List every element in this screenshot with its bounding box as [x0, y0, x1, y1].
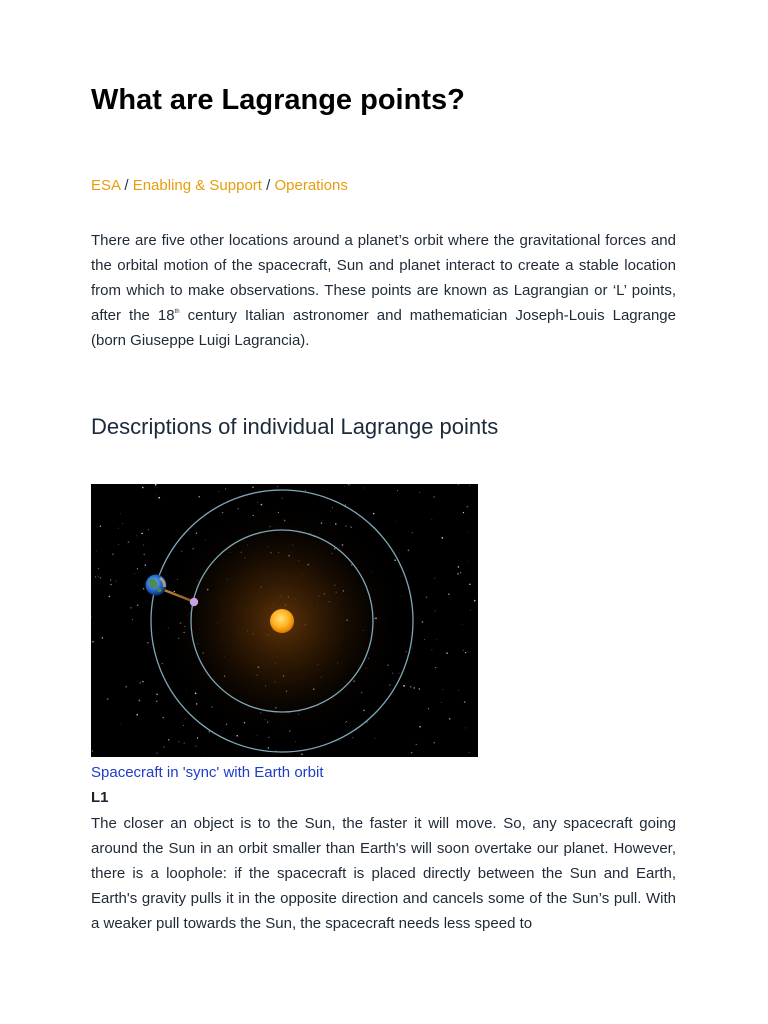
star [340, 740, 341, 741]
star [413, 687, 414, 688]
star [142, 487, 144, 489]
star [458, 484, 459, 485]
star [469, 584, 470, 585]
breadcrumb-operations[interactable]: Operations [274, 177, 348, 194]
ordinal-superscript: th [174, 309, 180, 315]
star [419, 726, 421, 728]
star [350, 484, 351, 485]
star [457, 573, 458, 574]
star [225, 489, 226, 490]
star [198, 496, 200, 498]
star [373, 513, 375, 515]
breadcrumb-enabling-support[interactable]: Enabling & Support [132, 177, 262, 194]
star [424, 639, 425, 640]
star [92, 750, 93, 751]
breadcrumb-esa[interactable]: ESA [91, 177, 121, 194]
l1-paragraph: The closer an object is to the Sun, the faster it will move. So, any spacecraft going around the Sun in an orbit smaller than Earth's will soon overtake our planet. However, there is a loophole: if the spacecraft is placed directly between the Sun and Earth, Earth's gravity pulls it in the opposite direction and cancels some of the Sun’s pull. With a weaker pull towards the Sun, the spacecraft needs less speed to [91, 815, 676, 932]
star [301, 754, 302, 755]
star [464, 701, 466, 703]
star [143, 554, 144, 555]
star [100, 525, 101, 526]
star [115, 581, 116, 582]
star [184, 743, 185, 744]
star [401, 596, 402, 597]
star [122, 523, 123, 524]
star [100, 577, 101, 578]
star [277, 486, 278, 487]
star [222, 512, 223, 513]
orbit-animation-image [91, 484, 478, 757]
star [474, 600, 476, 602]
star [399, 673, 400, 674]
star [178, 741, 179, 742]
star [137, 568, 138, 569]
star [120, 513, 121, 514]
star [118, 528, 119, 529]
star [107, 698, 109, 700]
star [181, 551, 182, 552]
star [257, 502, 258, 503]
intro-text-part1: There are five other locations around a planet’s orbit where the gravitational forces and the orbital motion of the spacecraft, Sun and planet interact to create a stable location from which to make observations. These points are known as Lagrangian or ‘L’ points, after the 18 [91, 232, 676, 324]
star [449, 718, 451, 720]
star [95, 576, 96, 577]
star [305, 490, 306, 491]
star [397, 490, 398, 491]
star [432, 519, 433, 520]
star [147, 642, 148, 643]
star [419, 688, 420, 689]
star [458, 566, 460, 568]
star [137, 604, 139, 606]
star [432, 650, 433, 651]
star [252, 487, 253, 488]
star [162, 663, 163, 664]
sun [270, 609, 294, 633]
star [118, 544, 119, 545]
star [437, 639, 438, 640]
star [403, 685, 405, 687]
star [426, 597, 427, 598]
spacecraft [190, 598, 198, 606]
star [397, 521, 398, 522]
star [435, 667, 436, 668]
orbit-illustration [91, 484, 478, 757]
breadcrumb-separator: / [120, 177, 133, 194]
star [458, 690, 459, 691]
star [130, 607, 132, 609]
star [98, 576, 99, 577]
star [446, 652, 448, 654]
star [156, 753, 157, 754]
star [392, 673, 393, 674]
star [443, 689, 444, 690]
star [463, 650, 464, 651]
star [236, 735, 238, 737]
star [332, 507, 333, 508]
star [412, 532, 413, 533]
star [363, 488, 364, 489]
star [422, 621, 424, 623]
star [345, 504, 346, 505]
star [143, 588, 145, 590]
breadcrumb-separator: / [261, 177, 275, 194]
star [110, 579, 111, 580]
star [136, 535, 137, 536]
star [469, 752, 470, 753]
star [408, 550, 410, 552]
star [419, 492, 420, 493]
star [441, 537, 443, 539]
star [441, 702, 442, 703]
star [143, 545, 144, 546]
star [134, 573, 135, 574]
star [196, 746, 197, 747]
star [142, 681, 143, 682]
star [132, 619, 133, 620]
star [163, 747, 164, 748]
star [465, 727, 466, 728]
star [145, 564, 146, 565]
star [155, 484, 157, 486]
star [158, 497, 160, 499]
star [282, 498, 283, 499]
star [428, 708, 429, 709]
breadcrumb [91, 177, 348, 195]
l1-heading: L1 [91, 789, 109, 806]
star [148, 529, 149, 530]
star [98, 568, 99, 569]
star [465, 652, 466, 653]
star [448, 593, 450, 595]
star [196, 532, 198, 534]
star [470, 610, 471, 611]
star [219, 491, 220, 492]
star [434, 578, 435, 579]
star [295, 741, 296, 742]
star [163, 717, 164, 718]
star [141, 533, 143, 535]
star [470, 485, 471, 486]
star [406, 651, 407, 652]
star [353, 737, 354, 738]
star [389, 684, 390, 685]
star [139, 700, 141, 702]
intro-text-part2: century Italian astronomer and mathematician Joseph-Louis Lagrange (born Giuseppe Luigi Lagrancia). [91, 307, 676, 349]
star [460, 572, 461, 573]
star [197, 737, 198, 738]
star [121, 724, 122, 725]
star [168, 739, 169, 740]
star [112, 554, 113, 555]
star [435, 610, 436, 611]
star [416, 744, 417, 745]
star [433, 496, 434, 497]
star [109, 596, 110, 597]
section-heading: Descriptions of individual Lagrange points [91, 414, 499, 439]
star [463, 512, 464, 513]
star [204, 517, 205, 518]
star [156, 701, 157, 702]
star [209, 731, 210, 732]
star [102, 637, 103, 638]
star [156, 693, 158, 695]
star [412, 648, 413, 649]
star [363, 710, 365, 712]
star [468, 532, 469, 533]
star [151, 647, 152, 648]
star [136, 714, 138, 716]
star [467, 506, 469, 508]
star [128, 541, 130, 543]
star [434, 742, 435, 743]
star [462, 624, 463, 625]
figure-caption[interactable]: Spacecraft in 'sync' with Earth orbit [91, 764, 324, 781]
star [237, 508, 238, 509]
star [139, 682, 141, 684]
star [96, 551, 97, 552]
star [410, 686, 411, 687]
star [348, 484, 349, 485]
star [183, 725, 184, 726]
star [156, 494, 157, 495]
star [411, 752, 413, 754]
star [125, 686, 127, 688]
star [194, 745, 195, 746]
star [344, 486, 345, 487]
star [92, 641, 94, 643]
page-title: What are Lagrange points? [91, 84, 465, 116]
intro-paragraph [91, 228, 676, 353]
star [268, 747, 270, 749]
star [375, 738, 376, 739]
star [467, 562, 468, 563]
star [394, 560, 395, 561]
star [205, 756, 206, 757]
star [110, 584, 111, 585]
